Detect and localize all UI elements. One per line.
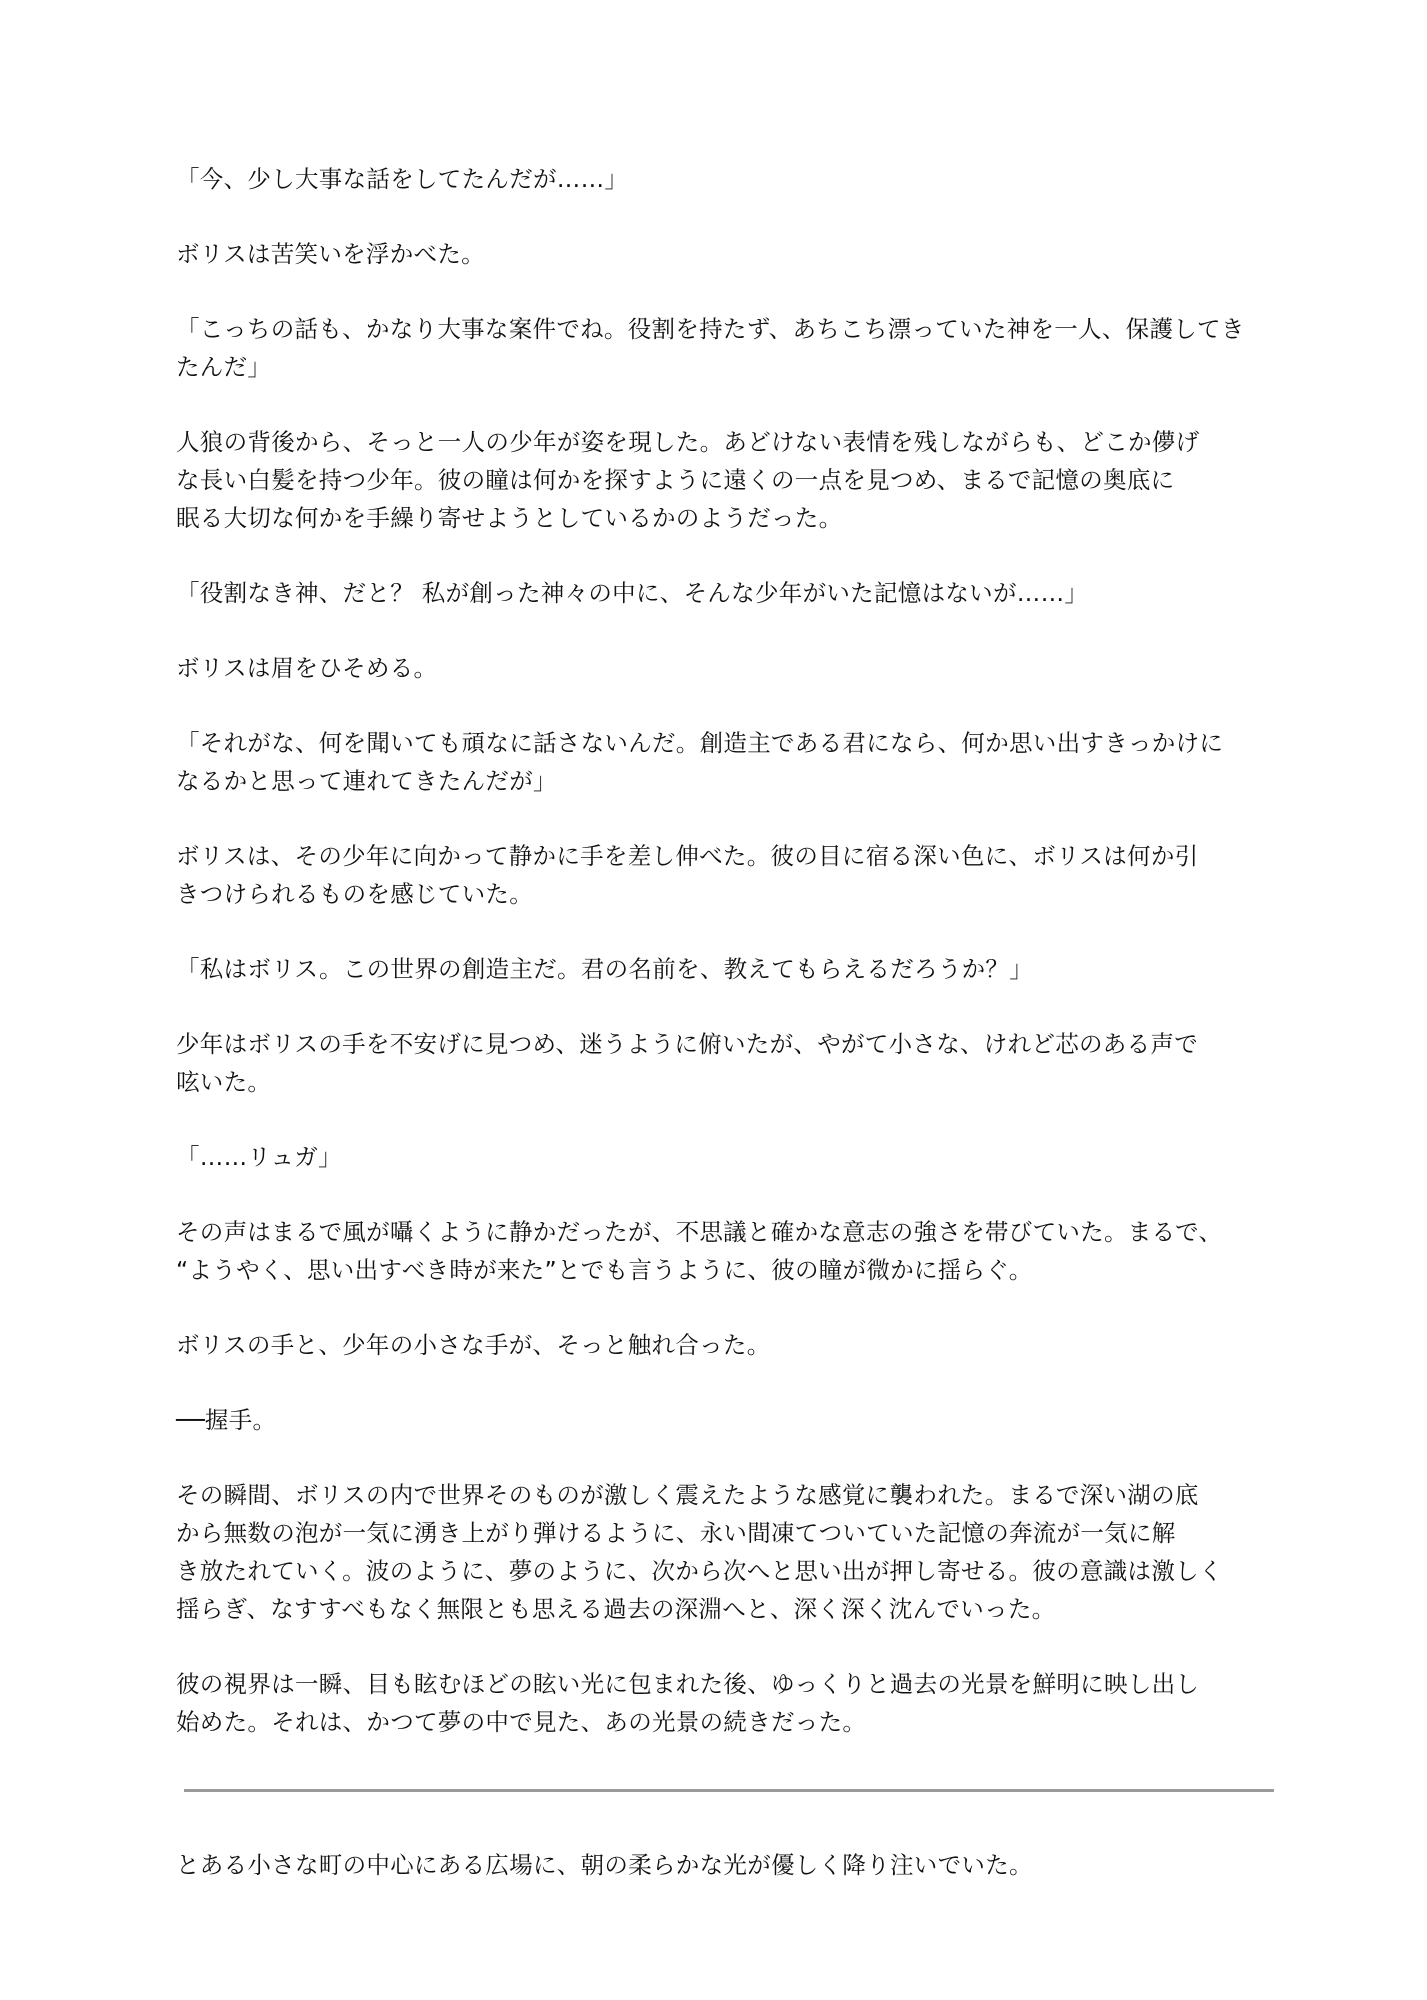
paragraph xyxy=(176,1846,1276,1884)
paragraph xyxy=(176,310,1276,386)
paragraph-line: たんだ」 xyxy=(176,353,272,381)
paragraph xyxy=(176,1213,1276,1289)
paragraph-line: きつけられるものを感じていた。 xyxy=(176,880,533,908)
paragraph-line: 人狼の背後から、そっと一人の少年が姿を現した。あどけない表情を残しながらも、どこか儚げ xyxy=(176,428,1200,456)
paragraph-line: 「今、少し大事な話をしてたんだが……」 xyxy=(176,165,629,193)
paragraph-line: “ようやく、思い出すべき時が来た”とでも言うように、彼の瞳が微かに揺らぐ。 xyxy=(176,1256,1033,1284)
section-before-break xyxy=(176,160,1276,1741)
paragraph-line: ボリスの手と、少年の小さな手が、そっと触れ合った。 xyxy=(176,1331,771,1359)
paragraph-line: 「役割なき神、だと？ 私が創った神々の中に、そんな少年がいた記憶はないが……」 xyxy=(176,579,1089,607)
paragraph xyxy=(176,1401,1276,1439)
paragraph-line: ボリスは苦笑いを浮かべた。 xyxy=(176,240,485,268)
paragraph-line: ボリスは眉をひそめる。 xyxy=(176,654,438,682)
paragraph xyxy=(176,1326,1276,1364)
paragraph-line: 「……リュガ」 xyxy=(176,1143,342,1171)
scene-break-divider xyxy=(184,1789,1274,1792)
paragraph-line: な長い白髪を持つ少年。彼の瞳は何かを探すように遠くの一点を見つめ、まるで記憶の奥底に xyxy=(176,466,1175,494)
paragraph xyxy=(176,950,1276,988)
paragraph xyxy=(176,1025,1276,1101)
paragraph xyxy=(176,574,1276,612)
paragraph-line: その声はまるで風が囁くように静かだったが、不思議と確かな意志の強さを帯びていた。まるで、 xyxy=(176,1218,1223,1246)
paragraph xyxy=(176,1138,1276,1176)
paragraph xyxy=(176,1476,1276,1628)
paragraph-line: 「こっちの話も、かなり大事な案件でね。役割を持たず、あちこち漂っていた神を一人、保護してき xyxy=(176,315,1245,343)
paragraph xyxy=(176,1665,1276,1741)
paragraph-line: 眠る大切な何かを手繰り寄せようとしているかのようだった。 xyxy=(176,504,843,532)
paragraph-line: 「私はボリス。この世界の創造主だ。君の名前を、教えてもらえるだろうか？」 xyxy=(176,955,1034,983)
paragraph xyxy=(176,724,1276,800)
paragraph-line: 少年はボリスの手を不安げに見つめ、迷うように俯いたが、やがて小さな、けれど芯のある声で xyxy=(176,1030,1198,1058)
paragraph-line: 彼の視界は一瞬、目も眩むほどの眩い光に包まれた後、ゆっくりと過去の光景を鮮明に映し出し xyxy=(176,1670,1200,1698)
paragraph-line: から無数の泡が一気に湧き上がり弾けるように、永い間凍てついていた記憶の奔流が一気に解 xyxy=(176,1519,1176,1547)
paragraph-line: 「それがな、何を聞いても頑なに話さないんだ。創造主である君になら、何か思い出すきっかけに xyxy=(176,729,1224,757)
paragraph xyxy=(176,649,1276,687)
paragraph xyxy=(176,160,1276,198)
paragraph-line: き放たれていく。波のように、夢のように、次から次へと思い出が押し寄せる。彼の意識は激しく xyxy=(176,1557,1223,1585)
paragraph-line: その瞬間、ボリスの内で世界そのものが激しく震えたような感覚に襲われた。まるで深い湖の底 xyxy=(176,1481,1199,1509)
section-after-break xyxy=(176,1846,1276,1884)
paragraph-line: 呟いた。 xyxy=(176,1068,272,1096)
paragraph-line: ボリスは、その少年に向かって静かに手を差し伸べた。彼の目に宿る深い色に、ボリスは何か引 xyxy=(176,842,1199,870)
paragraph-line: 揺らぎ、なすすべもなく無限とも思える過去の深淵へと、深く深く沈んでいった。 xyxy=(176,1595,1056,1623)
paragraph-line: ──握手。 xyxy=(176,1406,277,1434)
paragraph xyxy=(176,423,1276,537)
paragraph xyxy=(176,837,1276,913)
paragraph-line: なるかと思って連れてきたんだが」 xyxy=(176,767,557,795)
paragraph-line: とある小さな町の中心にある広場に、朝の柔らかな光が優しく降り注いでいた。 xyxy=(176,1851,1033,1879)
paragraph xyxy=(176,235,1276,273)
paragraph-line: 始めた。それは、かつて夢の中で見た、あの光景の続きだった。 xyxy=(176,1708,867,1736)
document-body xyxy=(176,160,1276,1921)
